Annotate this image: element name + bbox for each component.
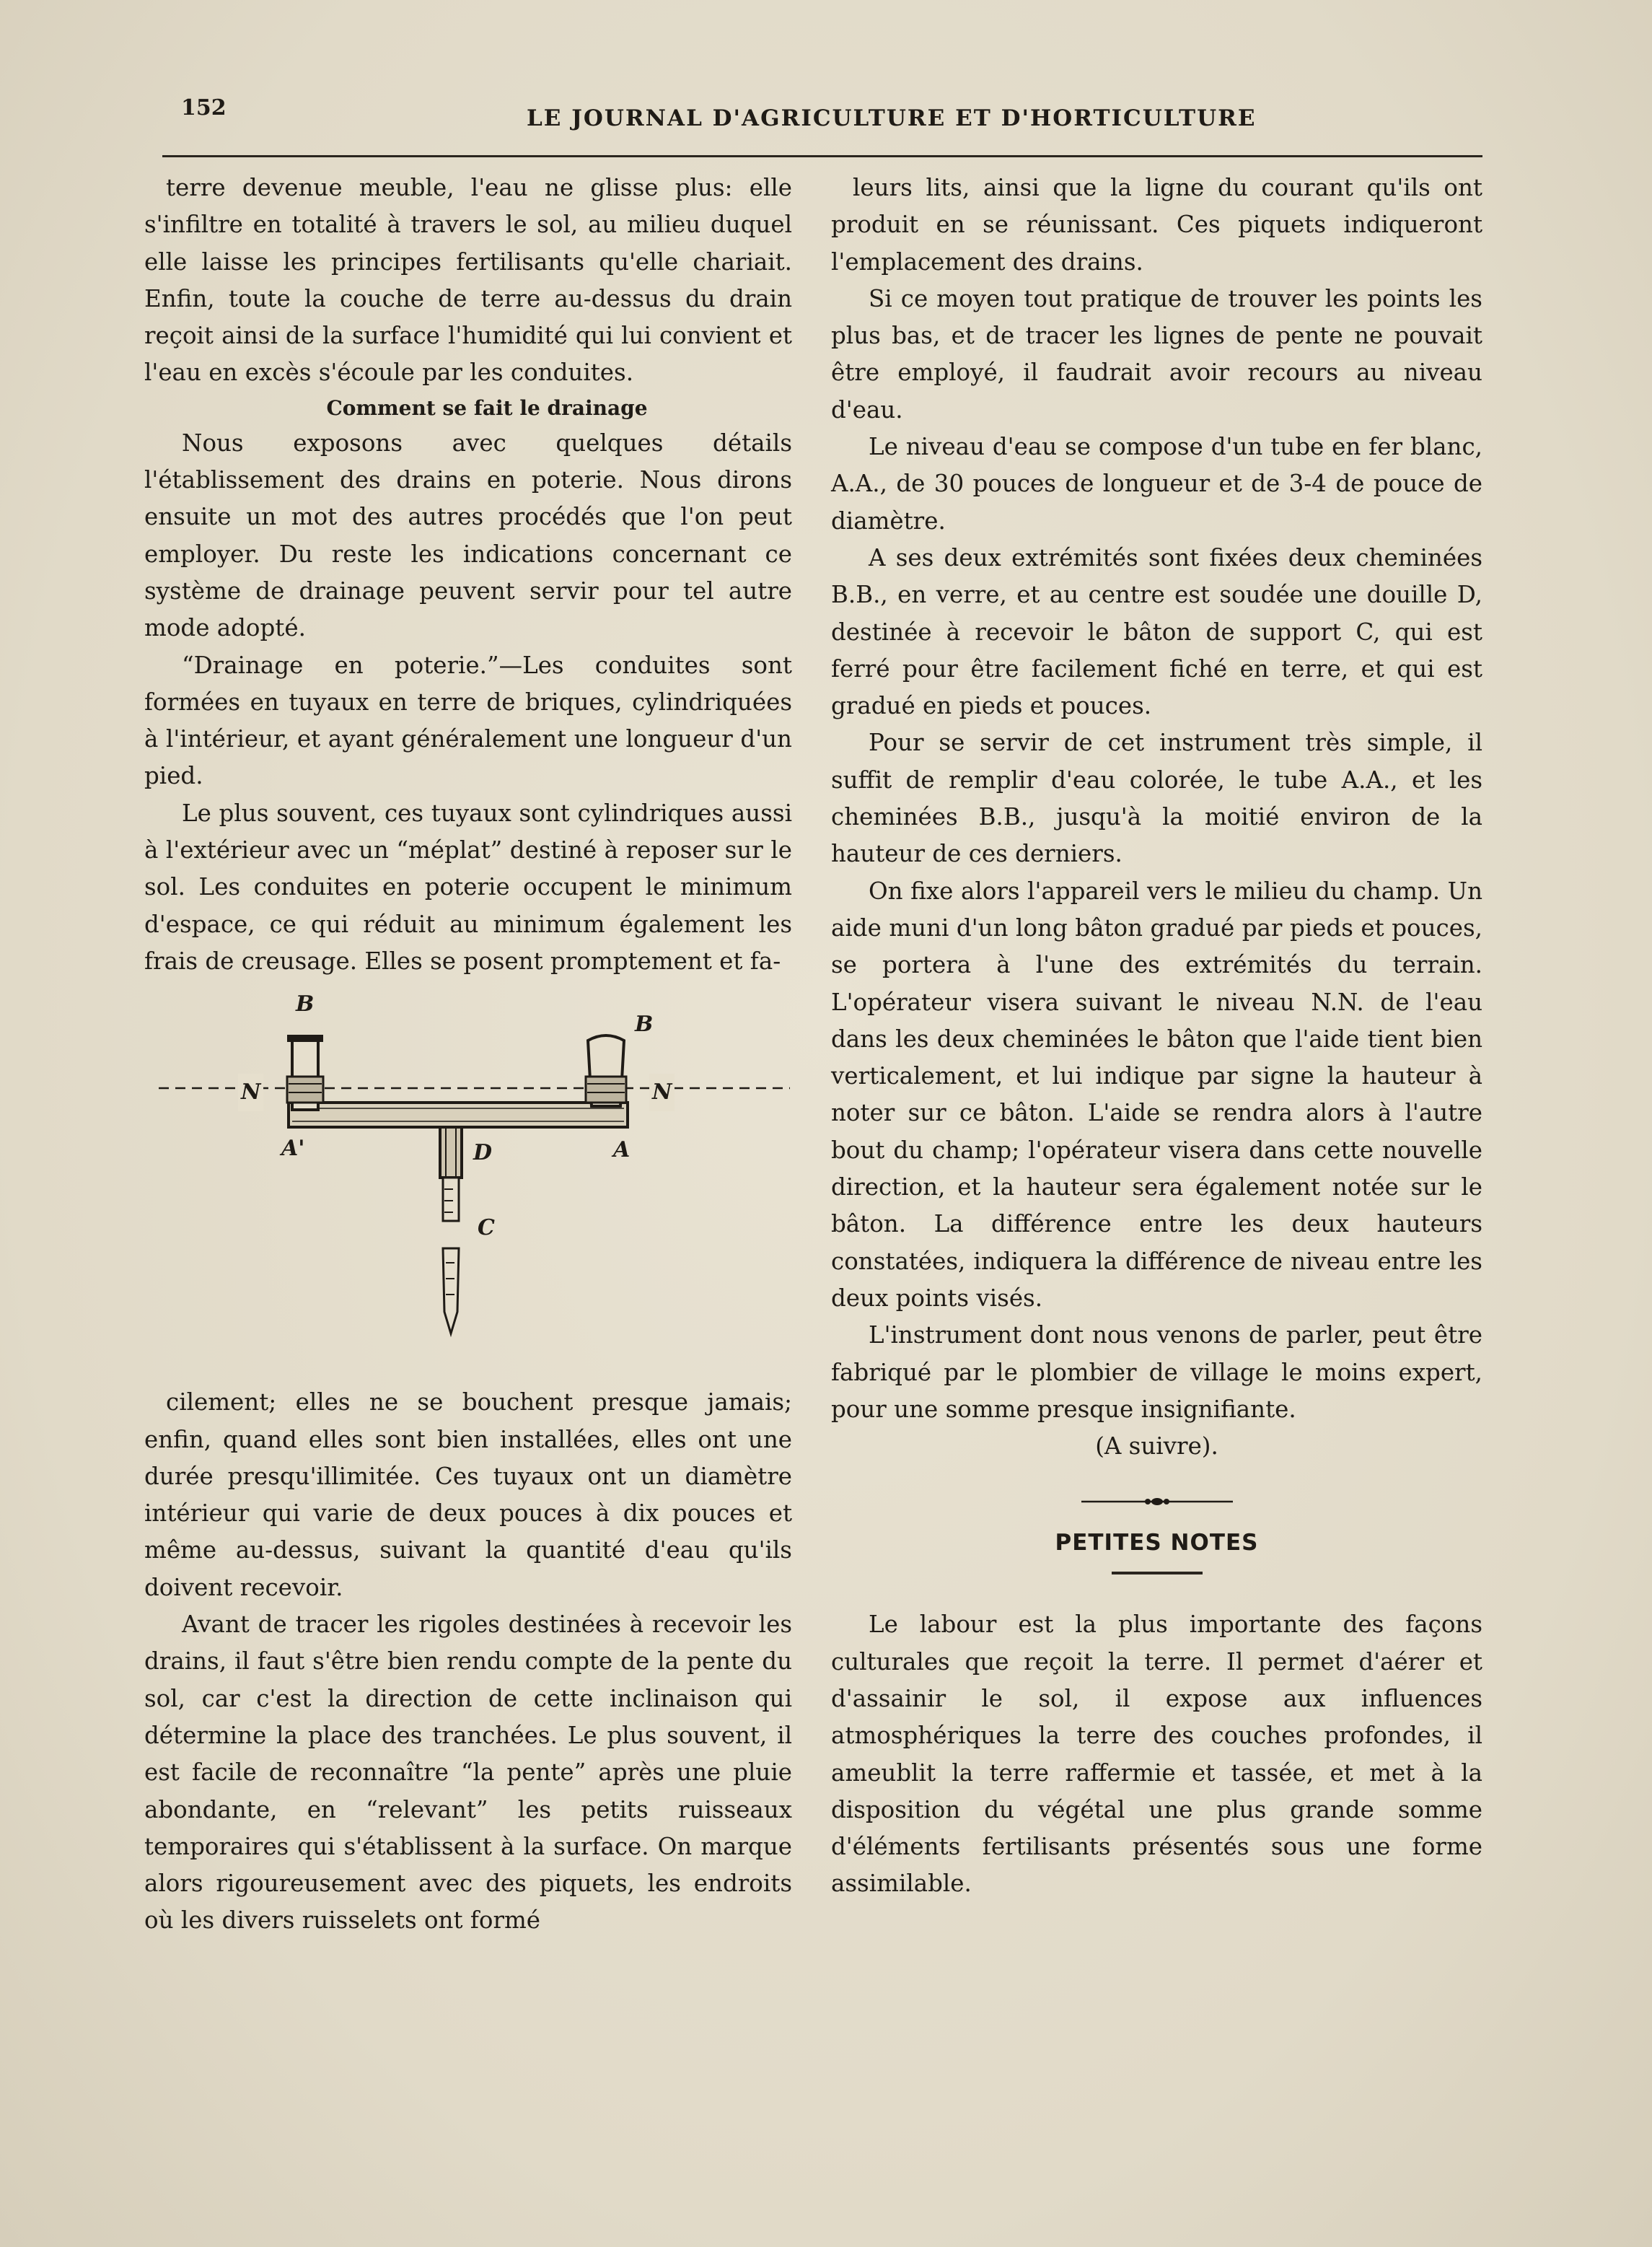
figure-label-n-right: N: [649, 1074, 675, 1111]
figure-label-a: A: [613, 1137, 631, 1163]
right-column: [831, 170, 1482, 1903]
figure-label-c: C: [478, 1215, 495, 1241]
to-be-continued: (A suivre).: [1095, 1432, 1218, 1460]
paragraph: cilement; elles ne se bouchent presque jamais; enfin, quand elles sont bien installées, elles ont une durée presqu'illimitée. Ces tuyaux ont un diamètre intérieur qui varie de deux pouces à dix pouces et même au-dessus, suivant la quantité d'eau qu'ils doivent recevoir.: [144, 1388, 792, 1601]
figure-label-b-right: B: [635, 1012, 654, 1038]
paragraph: “Drainage en poterie.”—Les conduites sont formées en tuyaux en terre de briques, cylindriquées à l'intérieur, et ayant généralement une longueur d'un pied.: [144, 651, 792, 790]
paragraph: L'instrument dont nous venons de parler, peut être fabriqué par le plombier de village le moins expert, pour une somme presque insignifiante.: [831, 1321, 1482, 1423]
page-number: 152: [181, 95, 227, 121]
paragraph: A ses deux extrémités sont fixées deux cheminées B.B., en verre, et au centre est soudée une douille D, destinée à recevoir le bâton de support C, qui est ferré pour être facilement fiché en terre, et qui est gradué en pieds et pouces.: [831, 543, 1482, 720]
paragraph: On fixe alors l'appareil vers le milieu du champ. Un aide muni d'un long bâton gradué par pieds et pouces, se portera à l'une des extrémités du terrain. L'opérateur visera suivant le niveau N.N. de l'eau dans les deux cheminées le bâton que l'aide tient bien verticalement, et lui indique par signe la hauteur à noter sur ce bâton. L'aide se rendra alors à l'autre bout du champ; l'opérateur visera dans cette nouvelle direction, et la hauteur sera également notée sur le bâton. La différence entre les deux hauteurs constatées, indiquera la différence de niveau entre les deux points visés.: [831, 877, 1482, 1312]
water-level-drawing: [144, 980, 792, 1384]
paragraph: Si ce moyen tout pratique de trouver les points les plus bas, et de tracer les lignes de pente ne pouvait être employé, il faudrait avoir recours au niveau d'eau.: [831, 284, 1482, 424]
paragraph: Pour se servir de cet instrument très simple, il suffit de remplir d'eau colorée, le tube A.A., et les cheminées B.B., jusqu'à la moitié environ de la hauteur de ces derniers.: [831, 729, 1482, 868]
figure-label-a-prime: A': [281, 1136, 305, 1162]
paragraph: Le labour est la plus importante des façons culturales que reçoit la terre. Il permet d'aérer et d'assainir le sol, il expose aux influences atmosphériques la terre des couches profondes, il ameublit la terre raffermie et tassée, et met à la disposition du végétal une plus grande somme d'éléments fertilisants présentés sous une forme assimilable.: [831, 1611, 1482, 1898]
title-rule: [1112, 1572, 1203, 1574]
page-header: [162, 87, 1482, 157]
paragraph: Le niveau d'eau se compose d'un tube en fer blanc, A.A., de 30 pouces de longueur et de 3-4 de pouce de diamètre.: [831, 433, 1482, 535]
figure-label-n-left: N: [238, 1074, 263, 1111]
figure-label-d: D: [473, 1140, 493, 1166]
paragraph: Avant de tracer les rigoles destinées à recevoir les drains, il faut s'être bien rendu compte de la pente du sol, car c'est la direction de cette inclinaison qui détermine la place des tranchées. Le plus souvent, il est facile de reconnaître “la pente” après une pluie abondante, en “relevant” les petits ruisseaux temporaires qui s'établissent à la surface. On marque alors rigoureusement avec des piquets, les endroits où les divers ruisselets ont formé: [144, 1611, 792, 1935]
paragraph: terre devenue meuble, l'eau ne glisse plus: elle s'infiltre en totalité à travers le sol, au milieu duquel elle laisse les principes fertilisants qu'elle chariait. Enfin, toute la couche de terre au-dessus du drain reçoit ainsi de la surface l'humidité qui lui convient et l'eau en excès s'écoule par les conduites.: [144, 174, 792, 387]
left-column: [144, 170, 792, 1940]
figure-label-b-left: B: [296, 991, 315, 1017]
ornament-divider: [1081, 1494, 1233, 1510]
paragraph: leurs lits, ainsi que la ligne du courant qu'ils ont produit en se réunissant. Ces piquets indiqueront l'emplacement des drains.: [831, 174, 1482, 276]
paragraph: Le plus souvent, ces tuyaux sont cylindriques aussi à l'extérieur avec un “méplat” destiné à reposer sur le sol. Les conduites en poterie occupent le minimum d'espace, ce qui réduit au minimum également les frais de creusage. Elles se posent promptement et fa-: [144, 799, 792, 975]
section-subheading: Comment se fait le drainage: [326, 395, 648, 420]
water-level-figure: [144, 980, 792, 1384]
paragraph: Nous exposons avec quelques détails l'établissement des drains en poterie. Nous dirons ensuite un mot des autres procédés que l'on peut employer. Du reste les indications concernant ce système de drainage peuvent servir pour tel autre mode adopté.: [144, 429, 792, 642]
running-title: LE JOURNAL D'AGRICULTURE ET D'HORTICULTURE: [527, 105, 1257, 131]
section-title: PETITES NOTES: [1055, 1530, 1259, 1556]
